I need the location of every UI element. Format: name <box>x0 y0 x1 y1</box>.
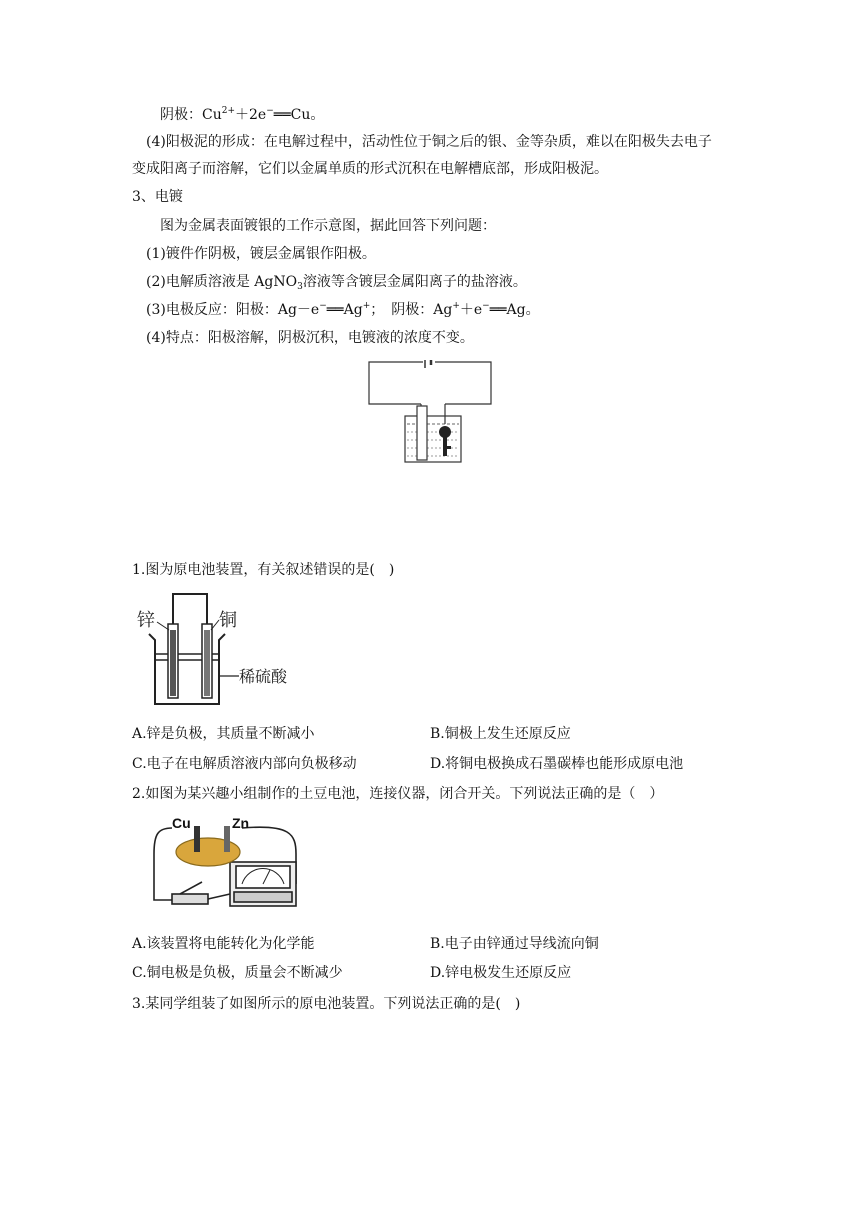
cathode-product: ══Ag。 <box>489 302 540 318</box>
question-2-stem: 2.如图为某兴趣小组制作的土豆电池，连接仪器，闭合开关。下列说法正确的是（ ） <box>132 786 664 802</box>
cu-label: Cu <box>172 815 191 831</box>
zn-label: Zn <box>232 815 250 831</box>
cathode-reaction-line <box>160 105 324 125</box>
plating-point-1: (1)镀件作阴极，镀层金属银作阳极。 <box>146 246 376 262</box>
anode-mud-paragraph-line2: 变成阳离子而溶解，它们以金属单质的形式沉积在电解槽底部，形成阳极泥。 <box>132 161 608 177</box>
anode-reaction: (3)电极反应：阳极：Ag－e <box>146 302 320 318</box>
plating-point-2-text-end: 溶液等含镀层金属阳离子的盐溶液。 <box>302 274 527 290</box>
electron-charge: − <box>266 106 274 116</box>
cathode-electrons: ＋2e <box>235 107 267 123</box>
plating-intro: 图为金属表面镀银的工作示意图，据此回答下列问题： <box>160 218 496 234</box>
plating-point-2-text: (2)电解质溶液是 AgNO <box>146 274 298 290</box>
cathode-ion: Cu <box>202 107 222 123</box>
question-2-option-b[interactable]: B.电子由锌通过导线流向铜 <box>430 936 599 952</box>
charge: − <box>482 301 490 311</box>
cathode-reaction: ； 阴极：Ag <box>370 302 453 318</box>
question-2-option-d[interactable]: D.锌电极发生还原反应 <box>430 965 572 981</box>
plating-point-3 <box>146 300 540 320</box>
anode-mud-paragraph-line1: (4)阳极泥的形成：在电解过程中，活动性位于铜之后的银、金等杂质，难以在阳极失去电子 <box>146 134 712 150</box>
plating-point-4: (4)特点：阳极溶解，阴极沉积，电镀液的浓度不变。 <box>146 330 474 346</box>
cathode-product: ══Cu。 <box>273 107 325 123</box>
sulfuric-acid-label: 稀硫酸 <box>239 669 288 686</box>
potato-battery-diagram <box>150 814 310 914</box>
question-1-option-a[interactable]: A.锌是负极，其质量不断减小 <box>132 726 315 742</box>
question-2-option-a[interactable]: A.该装置将电能转化为化学能 <box>132 936 315 952</box>
question-3-stem: 3.某同学组装了如图所示的原电池装置。下列说法正确的是( ) <box>132 996 521 1012</box>
plating-point-2 <box>146 272 527 292</box>
charge: + <box>362 301 371 311</box>
charge: − <box>319 301 327 311</box>
section-title-electroplating: 3、电镀 <box>132 189 183 205</box>
galvanic-cell-diagram <box>135 590 295 710</box>
question-1-stem: 1.图为原电池装置，有关叙述错误的是( ) <box>132 562 395 578</box>
question-1-option-c[interactable]: C.电子在电解质溶液内部向负极移动 <box>132 756 357 772</box>
zinc-label: 锌 <box>137 610 155 630</box>
nitrate-subscript: 3 <box>297 282 303 292</box>
copper-label: 铜 <box>219 610 237 630</box>
electron: ＋e <box>459 302 483 318</box>
charge: + <box>452 301 460 311</box>
question-1-option-d[interactable]: D.将铜电极换成石墨碳棒也能形成原电池 <box>430 756 684 772</box>
cathode-ion-charge: 2+ <box>221 106 236 116</box>
question-1-option-b[interactable]: B.铜极上发生还原反应 <box>430 726 571 742</box>
anode-product: ══Ag <box>326 302 363 318</box>
cathode-label: 阴极： <box>160 107 202 123</box>
question-2-option-c[interactable]: C.铜电极是负极，质量会不断减少 <box>132 965 343 981</box>
electroplating-diagram <box>365 360 495 470</box>
